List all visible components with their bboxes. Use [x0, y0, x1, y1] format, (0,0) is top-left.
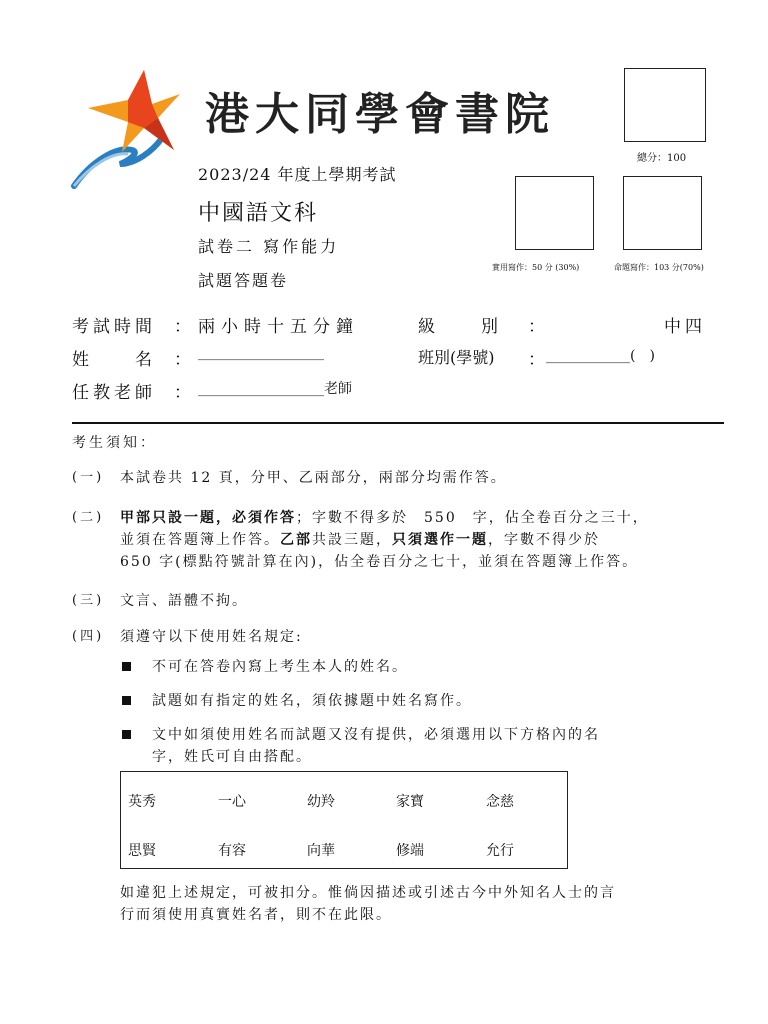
- divider: [72, 422, 724, 424]
- item2-line2-b: 共設三題，: [312, 532, 392, 548]
- grade-label: 級 別: [418, 317, 502, 337]
- time-value: 兩小時十五分鐘: [198, 317, 359, 337]
- name-cell: 思賢: [128, 843, 156, 859]
- bullet-square-icon: [122, 730, 131, 739]
- bullet-1: 不可在答卷內寫上考生本人的姓名。: [152, 659, 408, 675]
- item1-number: (一): [72, 470, 105, 485]
- time-colon: ：: [174, 317, 191, 337]
- item2-line2-c: ，字數不得少於: [488, 532, 600, 548]
- bullet-3-continued: 字，姓氏可自由搭配。: [152, 749, 312, 765]
- item1-text: 本試卷共 12 頁，分甲、乙兩部分，兩部分均需作答。: [120, 470, 507, 486]
- teacher-field[interactable]: __________________老師: [198, 381, 352, 397]
- booklet-title: 試題答題卷: [198, 271, 289, 290]
- name-cell: 英秀: [128, 794, 156, 810]
- item2-line3: 650 字(標點符號計算在內)，佔全卷百分之七十，並須在答題簿上作答。: [120, 554, 639, 570]
- item2-number: (二): [72, 510, 105, 525]
- practical-score-box: [515, 176, 594, 250]
- school-logo: [70, 68, 182, 190]
- footer-line-2: 行而須使用真實姓名者，則不在此限。: [120, 907, 392, 923]
- exam-year: 2023/24 年度上學期考試: [198, 165, 397, 184]
- name-cell: 家寶: [396, 794, 424, 810]
- name-cell: 向華: [307, 843, 335, 859]
- item2-bold-part-a: 甲部只設一題，必須作答: [120, 510, 296, 526]
- proposition-score-box: [623, 176, 702, 250]
- total-score-box: [624, 68, 706, 142]
- bullet-3: 文中如須使用姓名而試題又沒有提供，必須選用以下方格內的名: [152, 727, 600, 743]
- teacher-colon: ：: [174, 383, 191, 403]
- bullet-square-icon: [122, 662, 131, 671]
- total-score-label: 總分：100: [637, 153, 687, 164]
- proposition-score-label: 命題寫作：103 分(70%): [614, 263, 704, 272]
- name-cell: 念慈: [486, 794, 514, 810]
- name-label: 姓 名: [72, 350, 156, 370]
- footer-line-1: 如違犯上述規定，可被扣分。惟倘因描述或引述古今中外知名人士的言: [120, 885, 616, 901]
- teacher-label: 任教老師: [72, 383, 156, 403]
- item2-line2: [120, 529, 600, 551]
- name-cell: 修端: [396, 843, 424, 859]
- item3-text: 文言、語體不拘。: [120, 593, 248, 609]
- name-cell: 允行: [486, 843, 514, 859]
- item2-line1: [120, 507, 649, 529]
- item3-number: (三): [72, 593, 105, 608]
- time-label: 考試時間: [72, 317, 156, 337]
- class-colon: ：: [528, 350, 545, 370]
- name-colon: ：: [174, 350, 191, 370]
- school-name: 港大同學會書院: [205, 89, 555, 140]
- practical-score-label: 實用寫作：50 分 (30%): [492, 263, 580, 272]
- item2-line1-rest: ；字數不得多於 550 字，佔全卷百分之三十，: [296, 510, 649, 526]
- item2-bold-part-c: 只須選作一題: [392, 532, 488, 548]
- name-cell: 一心: [218, 794, 246, 810]
- bullet-2: 試題如有指定的姓名，須依據題中姓名寫作。: [152, 693, 472, 709]
- subject-title: 中國語文科: [198, 201, 319, 226]
- grade-colon: ：: [528, 317, 545, 337]
- item2-line2-a: 並須在答題簿上作答。: [120, 532, 280, 548]
- class-field[interactable]: ____________( ): [546, 348, 655, 364]
- grade-value: 中四: [664, 317, 706, 337]
- bullet-square-icon: [122, 696, 131, 705]
- item4-number: (四): [72, 629, 105, 644]
- name-cell: 有容: [218, 843, 246, 859]
- paper-title: 試卷二 寫作能力: [198, 237, 340, 256]
- name-cell: 幼羚: [307, 794, 335, 810]
- item2-bold-part-b: 乙部: [280, 532, 312, 548]
- name-field[interactable]: __________________: [198, 345, 324, 361]
- item4-text: 須遵守以下使用姓名規定:: [120, 629, 303, 645]
- class-label: 班別(學號): [418, 348, 495, 367]
- notice-title: 考生須知：: [72, 435, 157, 451]
